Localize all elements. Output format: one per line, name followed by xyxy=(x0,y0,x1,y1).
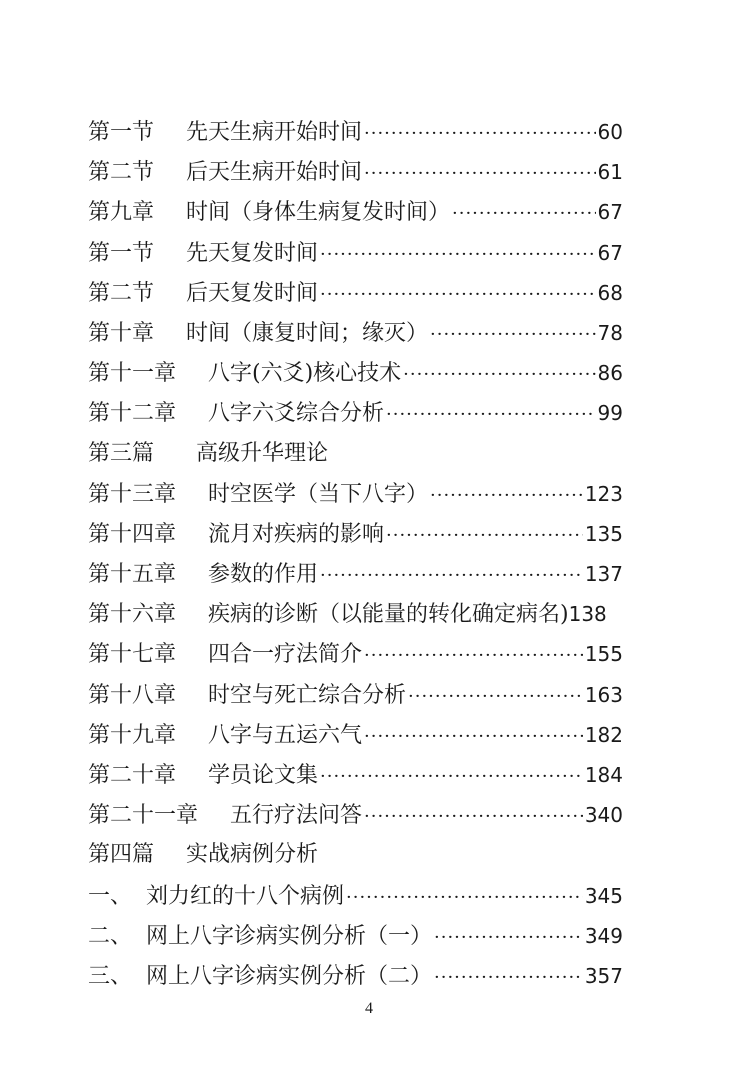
toc-entry-number: 第二节 xyxy=(88,280,155,306)
toc-entry-title: 先天复发时间 xyxy=(186,240,319,266)
toc-entry-page: 340 xyxy=(584,803,623,828)
toc-entry-title: 八字(六爻)核心技术 xyxy=(208,361,402,387)
toc-entry-page: 68 xyxy=(597,280,623,305)
toc-entry-title: 时间（身体生病复发时间） xyxy=(186,200,451,226)
toc-entry-number: 第十六章 xyxy=(88,602,177,628)
toc-entry-page: 78 xyxy=(597,320,623,345)
toc-entry-page: 67 xyxy=(597,200,623,225)
toc-entry xyxy=(88,795,623,835)
page-number: 4 xyxy=(365,1000,373,1017)
toc-entry-title: 刘力红的十八个病例 xyxy=(146,883,345,909)
dot-leader xyxy=(364,114,596,154)
toc-entry-number: 第一节 xyxy=(88,120,155,145)
dot-leader xyxy=(386,516,583,556)
dot-leader xyxy=(364,797,583,837)
toc-entry-page: 184 xyxy=(584,763,623,787)
toc-entry xyxy=(88,353,623,393)
toc-entry xyxy=(88,434,623,474)
dot-leader xyxy=(364,154,596,194)
toc-entry xyxy=(88,273,623,313)
dot-leader xyxy=(452,194,596,234)
toc-entry-page: 137 xyxy=(584,562,623,587)
toc-entry-page: 67 xyxy=(597,240,623,265)
toc-entry-number: 三、 xyxy=(88,963,133,989)
toc-entry xyxy=(88,514,623,554)
toc-entry xyxy=(88,313,623,353)
toc-entry xyxy=(88,233,623,273)
toc-entry-title: 网上八字诊病实例分析（一） xyxy=(146,923,433,949)
toc-entry-number: 第十四章 xyxy=(88,521,177,547)
toc-entry-page: 155 xyxy=(584,642,623,667)
table-of-contents xyxy=(88,112,623,996)
toc-entry-number: 一、 xyxy=(88,883,133,909)
toc-entry-title: 后天生病开始时间 xyxy=(186,160,363,186)
dot-leader xyxy=(320,235,596,275)
toc-entry xyxy=(88,956,623,996)
toc-entry-number: 第二十章 xyxy=(88,763,177,788)
toc-entry-title: 学员论文集 xyxy=(208,763,319,788)
toc-entry-title: 四合一疗法简介 xyxy=(208,642,363,668)
toc-entry xyxy=(88,474,623,514)
toc-entry-title: 网上八字诊病实例分析（二） xyxy=(146,963,433,989)
toc-entry xyxy=(88,835,623,875)
toc-entry-title: 时间（康复时间；缘灭） xyxy=(186,320,429,346)
dot-leader xyxy=(320,556,583,596)
toc-entry xyxy=(88,755,623,795)
toc-entry-page: 86 xyxy=(597,361,623,386)
toc-entry xyxy=(88,675,623,715)
toc-entry-title: 流月对疾病的影响 xyxy=(208,521,385,547)
toc-entry xyxy=(88,192,623,232)
toc-entry-number: 第十一章 xyxy=(88,361,177,387)
dot-leader xyxy=(364,717,583,757)
toc-entry-number: 第十二章 xyxy=(88,401,177,427)
toc-entry xyxy=(88,112,623,152)
toc-entry xyxy=(88,393,623,433)
toc-entry-number: 第四篇 xyxy=(88,842,155,868)
dot-leader xyxy=(434,918,583,958)
toc-entry xyxy=(88,916,623,956)
toc-entry xyxy=(88,152,623,192)
toc-entry-number: 二、 xyxy=(88,923,133,949)
toc-entry-number: 第十七章 xyxy=(88,642,177,668)
toc-entry-title: 参数的作用 xyxy=(208,562,319,588)
dot-leader xyxy=(434,958,583,998)
dot-leader xyxy=(403,355,595,395)
toc-entry xyxy=(88,554,623,594)
toc-entry-title: 后天复发时间 xyxy=(186,280,319,306)
toc-entry-title: 疾病的诊断（以能量的转化确定病名) xyxy=(208,602,569,628)
toc-entry-number: 第三篇 xyxy=(88,440,155,466)
toc-entry-title: 八字六爻综合分析 xyxy=(208,401,385,427)
toc-entry xyxy=(88,634,623,674)
toc-entry-page: 349 xyxy=(584,923,623,948)
toc-entry-number: 第二节 xyxy=(88,160,155,186)
toc-entry-number: 第二十一章 xyxy=(88,803,199,829)
toc-entry-title: 先天生病开始时间 xyxy=(186,120,363,145)
toc-entry-title: 高级升华理论 xyxy=(196,440,329,466)
toc-entry xyxy=(88,876,623,916)
toc-entry-page: 99 xyxy=(597,401,623,426)
toc-entry-title: 时空与死亡综合分析 xyxy=(208,682,407,708)
toc-entry-number: 第十章 xyxy=(88,320,155,346)
toc-entry-page: 357 xyxy=(584,963,623,988)
toc-entry-number: 第十三章 xyxy=(88,481,177,507)
toc-entry-title: 五行疗法问答 xyxy=(230,803,363,829)
dot-leader xyxy=(430,315,596,355)
dot-leader xyxy=(320,757,583,797)
toc-entry-page: 60 xyxy=(597,120,623,144)
toc-entry-page: 138 xyxy=(568,602,607,627)
toc-entry-number: 第十八章 xyxy=(88,682,177,708)
dot-leader xyxy=(364,636,583,676)
dot-leader xyxy=(430,476,583,516)
toc-entry-number: 第九章 xyxy=(88,200,155,226)
dot-leader xyxy=(346,878,583,918)
toc-entry-title: 八字与五运六气 xyxy=(208,722,363,748)
toc-entry-number: 第十九章 xyxy=(88,722,177,748)
toc-entry-number: 第一节 xyxy=(88,240,155,266)
toc-entry-page: 123 xyxy=(584,481,623,506)
toc-entry-number: 第十五章 xyxy=(88,562,177,588)
dot-leader xyxy=(386,395,596,435)
toc-entry xyxy=(88,715,623,755)
toc-entry-page: 61 xyxy=(597,160,623,185)
toc-entry-page: 135 xyxy=(584,521,623,546)
toc-entry-title: 实战病例分析 xyxy=(186,842,319,868)
toc-entry xyxy=(88,594,623,634)
toc-entry-page: 182 xyxy=(584,722,623,747)
toc-entry-page: 163 xyxy=(584,682,623,707)
dot-leader xyxy=(320,275,596,315)
dot-leader xyxy=(408,677,583,717)
toc-entry-page: 345 xyxy=(584,883,623,908)
toc-entry-title: 时空医学（当下八字） xyxy=(208,481,429,507)
